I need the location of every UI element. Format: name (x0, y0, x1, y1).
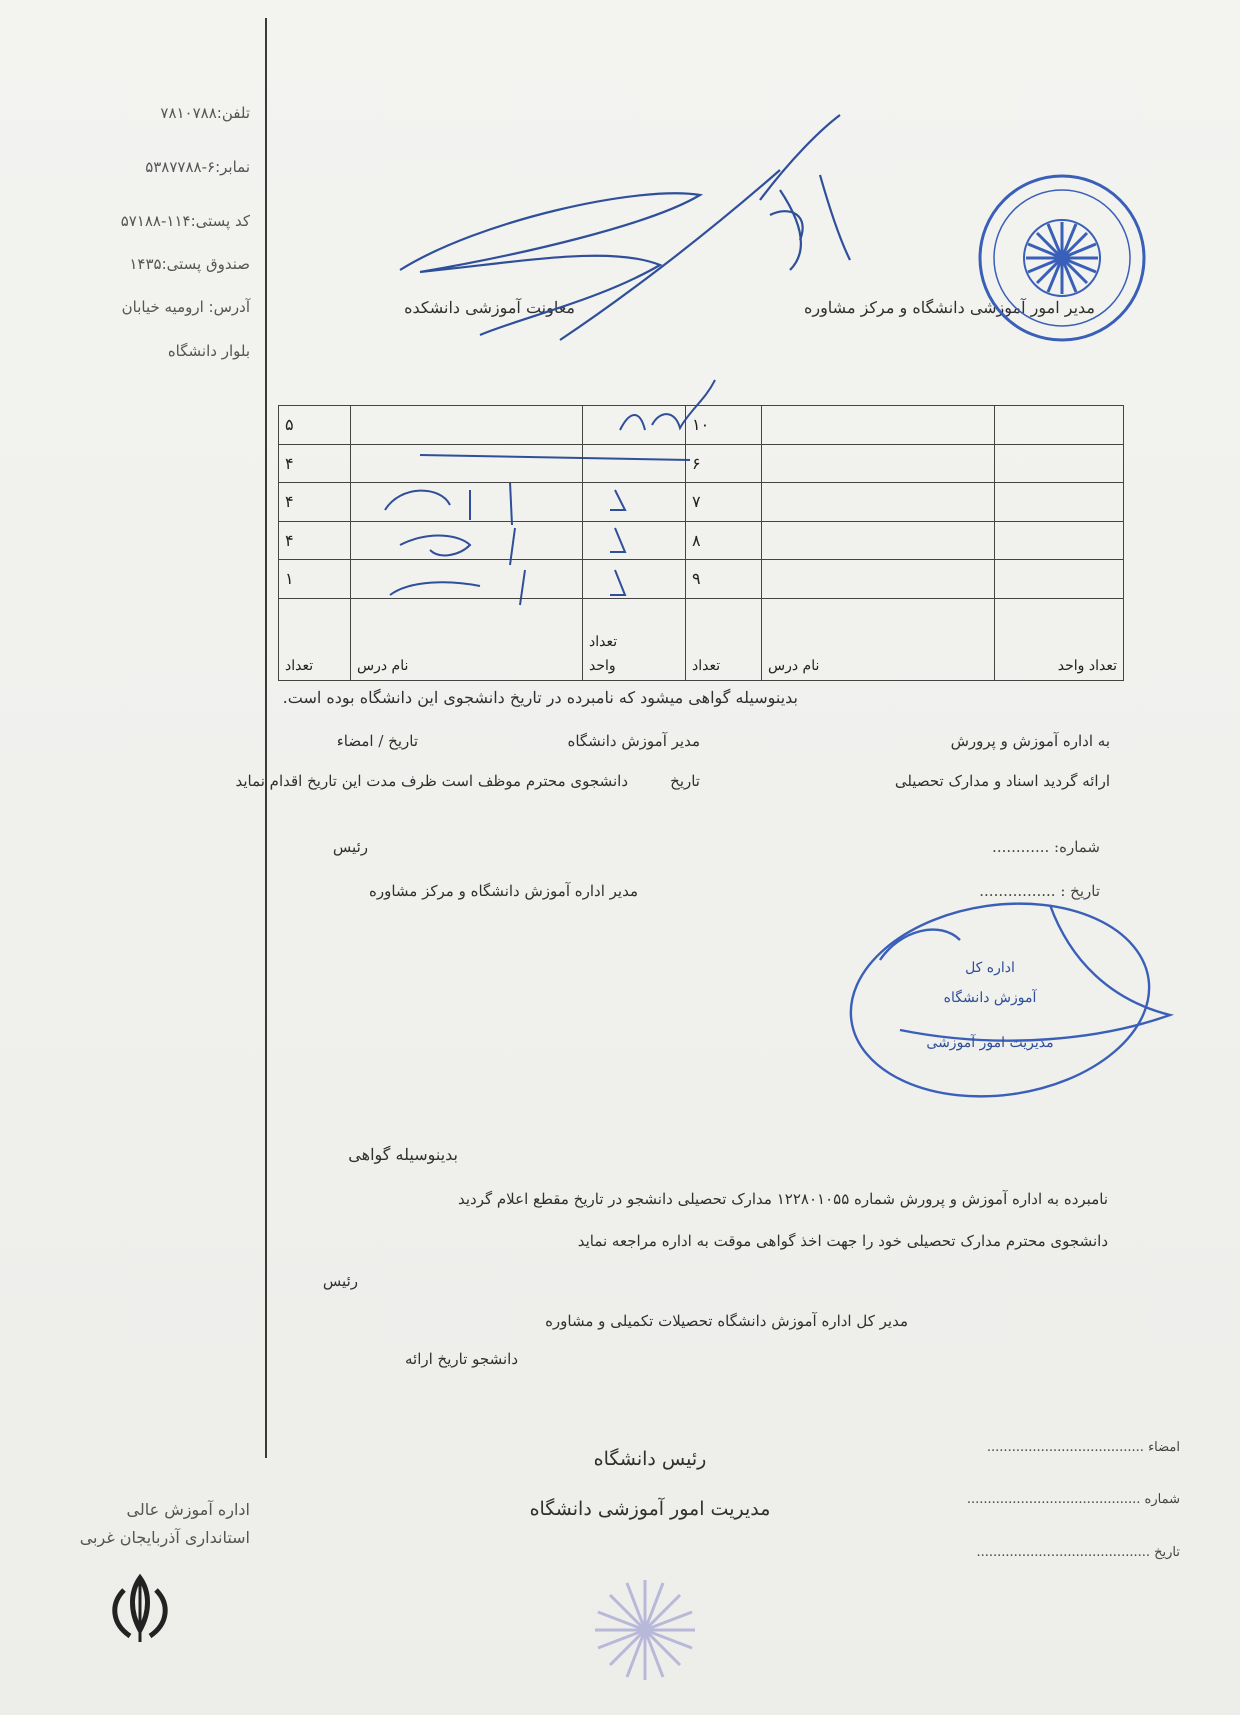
university-logo-icon (595, 1580, 695, 1680)
cell-count: ۱ (279, 560, 351, 599)
sidebar-footer-1: اداره آموزش عالی (126, 1500, 250, 1519)
stamp-top-right-icon (980, 176, 1144, 340)
header-course: نام درس (351, 598, 583, 680)
cell-count: ۵ (279, 406, 351, 445)
header-count-2: تعداد (686, 598, 762, 680)
left-block-2: دانشجوی محترم موظف است ظرف مدت این تاریخ اقدام نماید (235, 772, 628, 790)
cell-unit (583, 406, 686, 445)
cell-course-2 (762, 444, 995, 483)
table-row (279, 483, 1124, 522)
cell-course-2 (762, 560, 995, 599)
cell-count-2: ۸ (686, 521, 762, 560)
cell-course-2 (762, 483, 995, 522)
cell-course-2 (762, 406, 995, 445)
right-block-1: به اداره آموزش و پرورش (950, 732, 1110, 750)
table-row (279, 444, 1124, 483)
sidebar-footer-2: استانداری آذربایجان غربی (79, 1528, 250, 1547)
cell-unit (583, 560, 686, 599)
sidebar-phone: تلفن:۷۸۱۰۷۸۸ (160, 104, 250, 122)
table-row (279, 560, 1124, 599)
sidebar-postal-code: کد پستی:۱۱۴-۵۷۱۸۸ (120, 212, 250, 230)
right-block-2: ارائه گردید اسناد و مدارک تحصیلی (894, 772, 1110, 790)
sidebar-address: آدرس: ارومیه خیابان (121, 298, 250, 316)
cell-count-2: ۱۰ (686, 406, 762, 445)
header-count: تعداد (279, 598, 351, 680)
cell-unit-2 (995, 406, 1124, 445)
bottom-line-5: دانشجو تاریخ ارائه (404, 1350, 518, 1368)
header-unit (583, 598, 686, 680)
sidebar-fax: نمابر:۶-۵۳۸۷۷۸۸ (145, 158, 250, 176)
table-header-row (279, 598, 1124, 680)
footer-org-1: رئیس دانشگاه (593, 1448, 707, 1470)
signature-top-left-icon (400, 115, 850, 340)
cell-count: ۴ (279, 521, 351, 560)
certification-paragraph: بدینوسیله گواهی میشود که نامبرده در تاریخ دانشجوی این دانشگاه بوده است. (282, 688, 798, 707)
cell-count-2: ۶ (686, 444, 762, 483)
sig-left-caption: مدیر اداره آموزش دانشگاه و مرکز مشاوره (368, 882, 638, 900)
number-field: شماره: ............ (992, 838, 1100, 856)
stamp-text-1: اداره کل (965, 960, 1015, 976)
cell-course (351, 406, 583, 445)
cell-unit (583, 521, 686, 560)
header-unit-2: تعداد واحد (995, 598, 1124, 680)
cell-unit-2 (995, 483, 1124, 522)
header-right-caption: مدیر امور آموزشی دانشگاه و مرکز مشاوره (803, 298, 1095, 317)
sidebar-po-box: صندوق پستی:۱۴۳۵ (129, 255, 250, 273)
sidebar-address-2: بلوار دانشگاه (167, 342, 250, 360)
center-block-2: تاریخ (670, 772, 700, 790)
cell-course (351, 560, 583, 599)
cell-unit (583, 444, 686, 483)
left-block-1: تاریخ / امضاء (336, 732, 418, 750)
cell-count: ۴ (279, 483, 351, 522)
cell-course (351, 521, 583, 560)
footer-date-field: تاریخ .......................................... (976, 1545, 1180, 1560)
cell-count: ۴ (279, 444, 351, 483)
date-field: تاریخ : ................ (979, 882, 1100, 900)
cell-count-2: ۹ (686, 560, 762, 599)
header-course-2: نام درس (762, 598, 995, 680)
footer-signature-field: امضاء ...................................... (986, 1440, 1180, 1455)
stamp-text-3: مدیریت امور آموزشی (926, 1035, 1054, 1051)
stamp-text-2: آموزش دانشگاه (943, 990, 1037, 1006)
header-unit-label: واحد (589, 658, 616, 674)
cell-unit (583, 483, 686, 522)
cell-count-2: ۷ (686, 483, 762, 522)
bottom-line-3: رئیس (322, 1272, 358, 1290)
bottom-line-2: دانشجوی محترم مدارک تحصیلی خود را جهت اخذ گواهی موقت به اداره مراجعه نماید (577, 1232, 1108, 1250)
cell-course-2 (762, 521, 995, 560)
cell-unit-2 (995, 444, 1124, 483)
table-row (279, 521, 1124, 560)
cell-unit-2 (995, 521, 1124, 560)
bottom-heading: بدینوسیله گواهی (348, 1145, 458, 1164)
footer-org-2: مدیریت امور آموزشی دانشگاه (529, 1498, 771, 1520)
header-unit-sub: تعداد (589, 634, 618, 650)
center-block-1: مدیر آموزش دانشگاه (567, 732, 700, 750)
header-left-caption: معاونت آموزشی دانشکده (404, 298, 575, 317)
bottom-line-1: نامبرده به اداره آموزش و پرورش شماره ۱۲۲۸۰۱۰۵۵ مدارک تحصیلی دانشجو در تاریخ مقطع اعلام گردید (457, 1190, 1108, 1208)
cell-unit-2 (995, 560, 1124, 599)
sig-left-title: رئیس (332, 838, 368, 856)
courses-table (278, 405, 1124, 681)
cell-course (351, 444, 583, 483)
footer-number-field: شماره .......................................... (966, 1492, 1180, 1507)
bottom-line-4: مدیر کل اداره آموزش دانشگاه تحصیلات تکمیلی و مشاوره (545, 1312, 908, 1330)
cell-course (351, 483, 583, 522)
table-row (279, 406, 1124, 445)
